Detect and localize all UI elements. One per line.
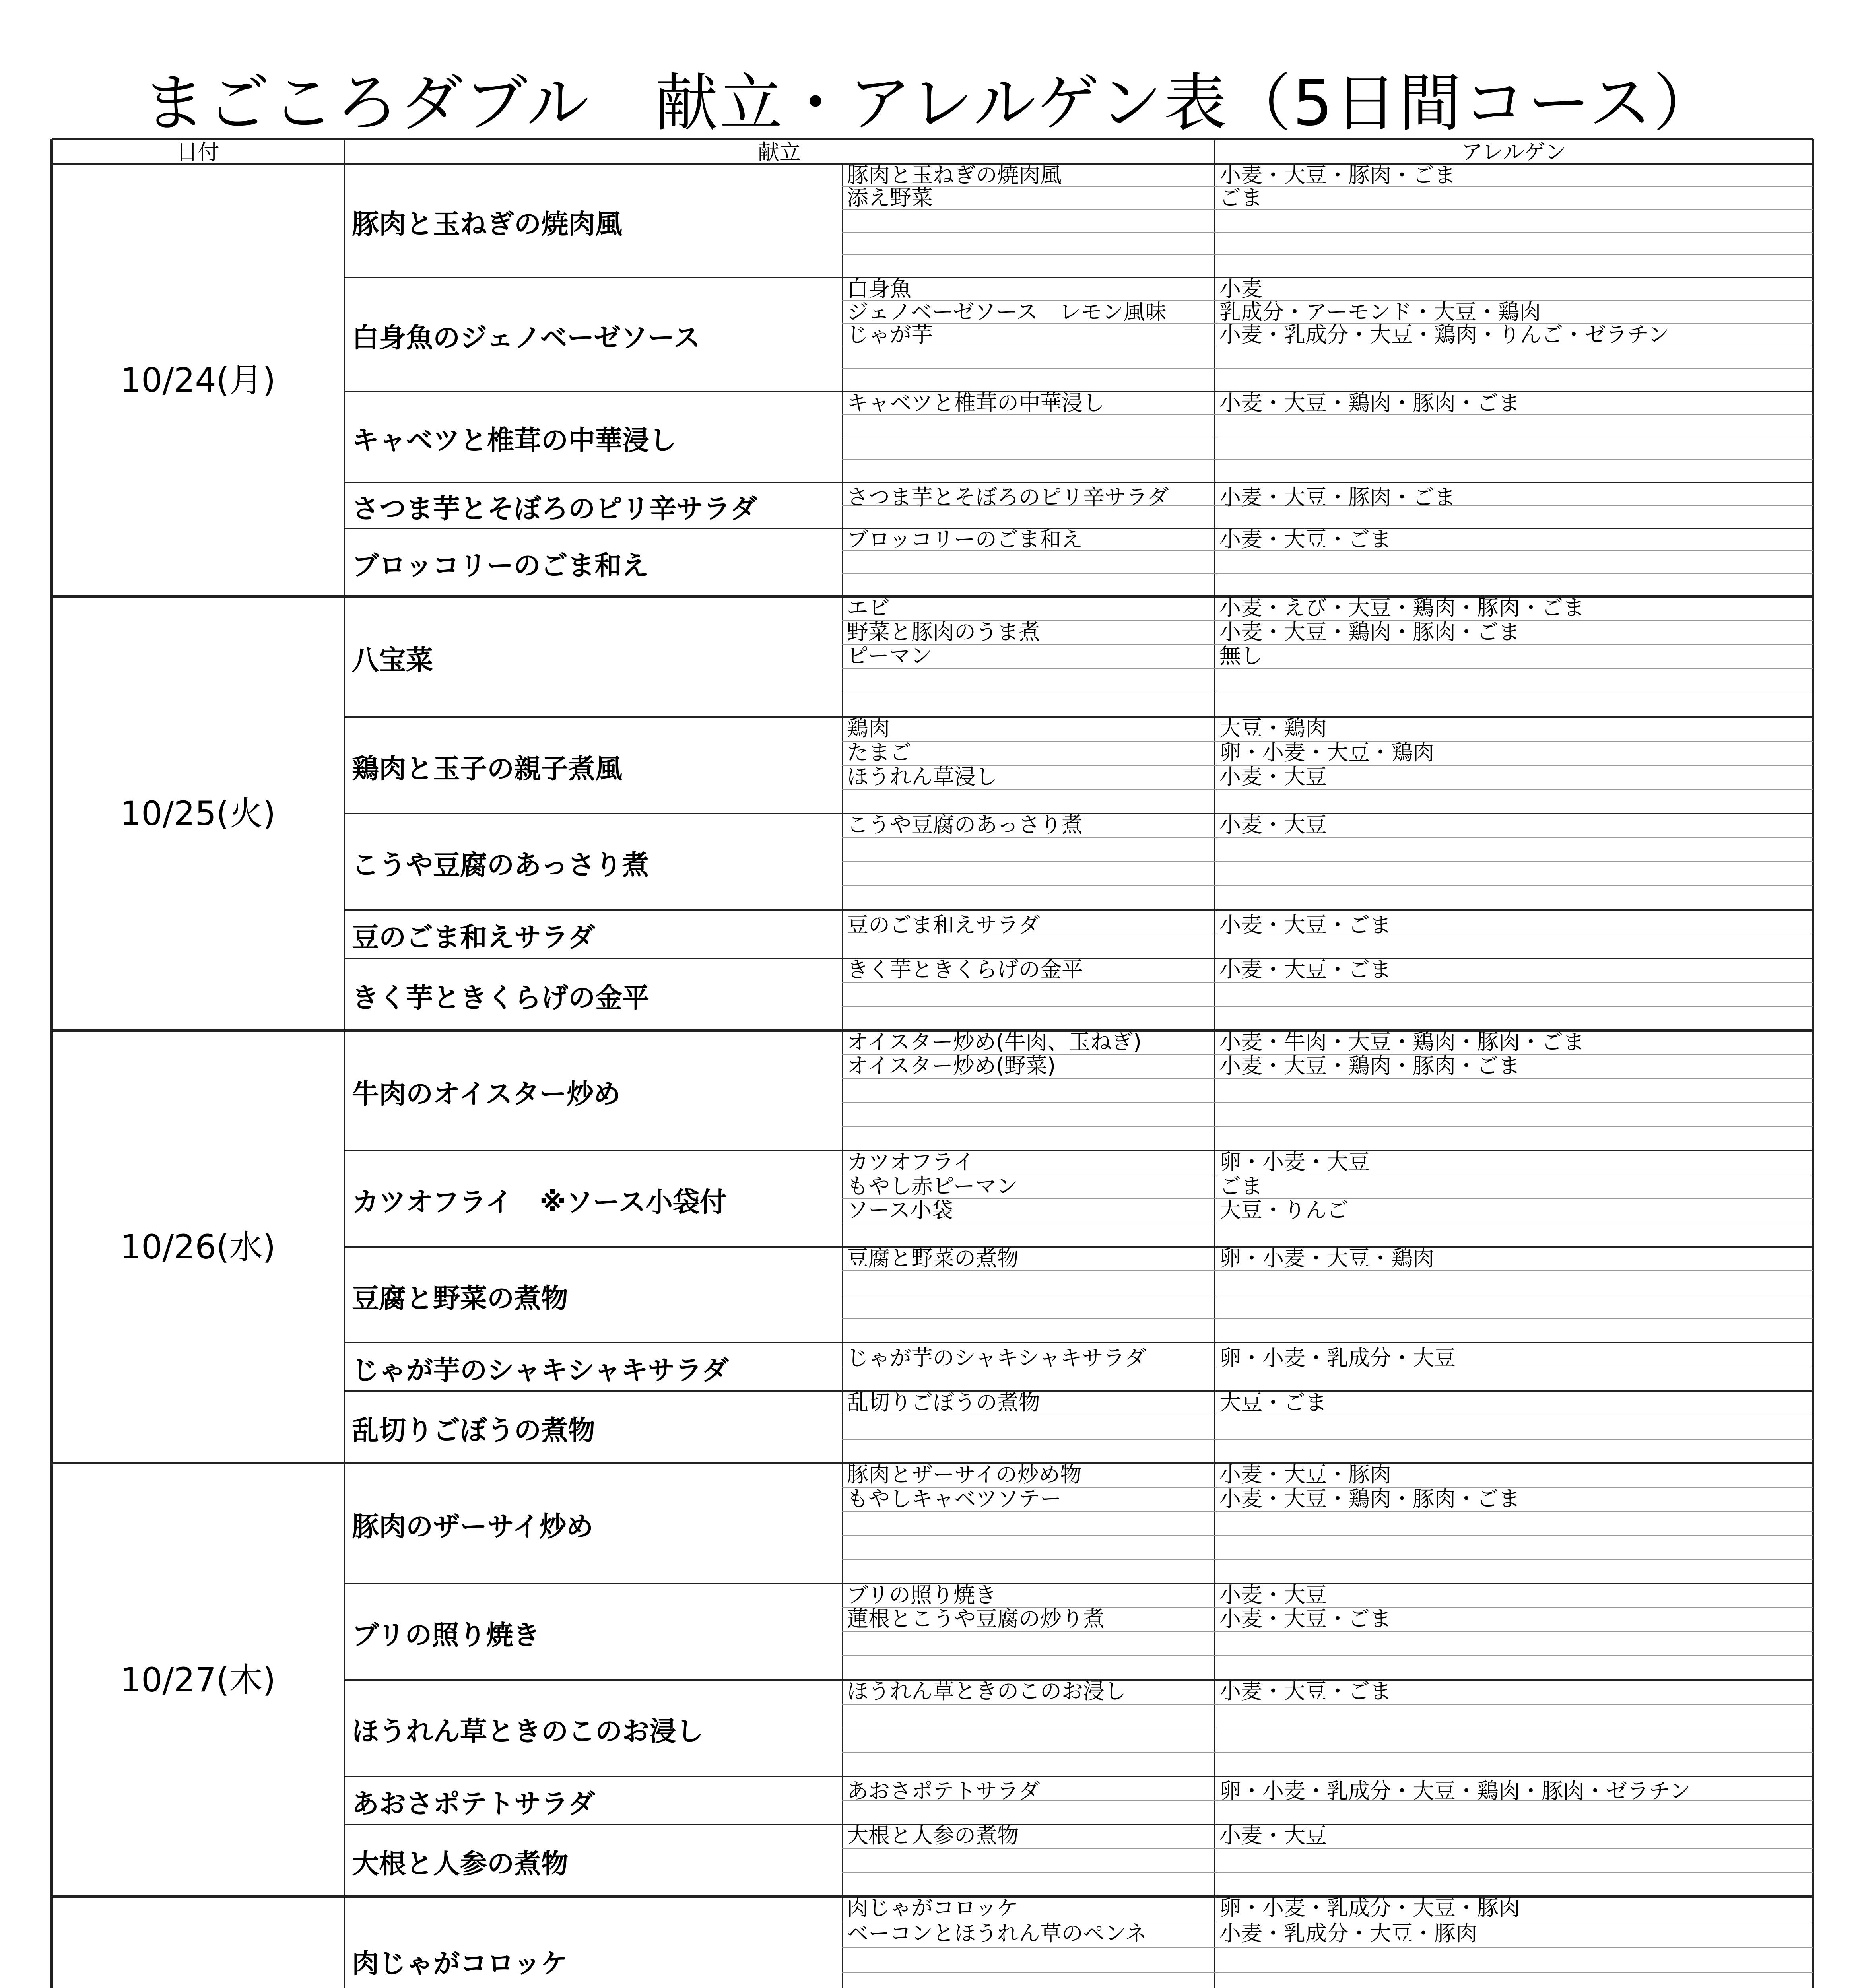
item-allergen: 小麦・大豆・豚肉・ごま: [1219, 485, 1456, 510]
item-allergen: 無し: [1219, 643, 1262, 669]
sub-row-line: [842, 1752, 1813, 1753]
item-label: ブロッコリーのごま和え: [847, 527, 1083, 552]
dish-name: 豆のごま和えサラダ: [352, 922, 595, 954]
item-label: ベーコンとほうれん草のペンネ: [847, 1920, 1147, 1946]
item-allergen: 小麦・大豆・豚肉: [1219, 1462, 1391, 1487]
item-allergen: 小麦・大豆・豚肉・ごま: [1219, 163, 1456, 188]
header-date: 日付: [176, 140, 219, 165]
item-allergen: 卵・小麦・乳成分・大豆・豚肉: [1219, 1895, 1520, 1920]
item-allergen: 小麦・大豆: [1219, 764, 1327, 789]
sub-row-line: [842, 573, 1813, 574]
item-allergen: 小麦・えび・大豆・鶏肉・豚肉・ごま: [1219, 595, 1584, 620]
dish-name: こうや豆腐のあっさり煮: [352, 850, 649, 881]
item-allergen: 卵・小麦・乳成分・大豆: [1219, 1345, 1456, 1371]
item-label: 添え野菜: [847, 185, 933, 211]
dish-name: 牛肉のオイスター炒め: [352, 1079, 621, 1110]
item-label: たまご: [847, 740, 911, 765]
sub-row-line: [842, 1318, 1813, 1319]
item-label: 蓮根とこうや豆腐の炒り煮: [847, 1606, 1105, 1632]
page-title: まごころダブル 献立・アレルゲン表（5日間コース）: [142, 67, 1718, 140]
sub-row-line: [842, 1102, 1813, 1103]
dish-name: さつま芋とそぼろのピリ辛サラダ: [352, 493, 757, 525]
item-label: 豚肉とザーサイの炒め物: [847, 1462, 1082, 1487]
dish-name: 豆腐と野菜の煮物: [352, 1283, 569, 1314]
dish-name: 豚肉と玉ねぎの焼肉風: [352, 209, 623, 241]
item-label: ジェノベーゼソース レモン風味: [847, 299, 1167, 324]
item-label: さつま芋とそぼろのピリ辛サラダ: [847, 485, 1169, 510]
item-label: オイスター炒め(野菜): [847, 1053, 1056, 1079]
item-label: 乱切りごぼうの煮物: [847, 1390, 1040, 1415]
dish-divider: [344, 1246, 1813, 1248]
sub-row-line: [842, 1535, 1813, 1536]
item-allergen: 小麦・大豆・鶏肉・豚肉・ごま: [1219, 390, 1520, 415]
dish-name: ブロッコリーのごま和え: [352, 550, 649, 582]
item-allergen: 小麦・大豆・ごま: [1219, 912, 1391, 938]
header-menu: 献立: [758, 140, 801, 165]
sub-row-line: [842, 1872, 1813, 1873]
menu-subcolumn-divider: [842, 164, 843, 1988]
date-column-divider: [344, 139, 345, 1988]
day-date: 10/27(木): [120, 1660, 276, 1699]
item-label: ソース小袋: [847, 1198, 953, 1223]
dish-name: ほうれん草ときのこのお浸し: [352, 1716, 704, 1748]
item-allergen: 乳成分・アーモンド・大豆・鶏肉: [1219, 299, 1541, 324]
item-label: キャベツと椎茸の中華浸し: [847, 390, 1105, 415]
dish-name: キャベツと椎茸の中華浸し: [352, 425, 677, 457]
dish-name: 肉じゃがコロッケ: [352, 1948, 568, 1980]
sub-row-line: [842, 668, 1813, 669]
sub-row-line: [842, 368, 1813, 369]
sub-row-line: [842, 861, 1813, 862]
item-allergen: ごま: [1219, 185, 1262, 211]
dish-divider: [344, 716, 1813, 718]
item-allergen: 大豆・りんご: [1219, 1198, 1348, 1223]
dish-name: 八宝菜: [352, 645, 433, 676]
item-allergen: 小麦・大豆: [1219, 1582, 1327, 1607]
dish-name: 乱切りごぼうの煮物: [352, 1415, 596, 1447]
item-label: 豚肉と玉ねぎの焼肉風: [847, 163, 1062, 188]
item-allergen: 大豆・鶏肉: [1219, 716, 1327, 741]
sub-row-line: [842, 1559, 1813, 1560]
item-allergen: 小麦・大豆・鶏肉・豚肉・ごま: [1219, 1053, 1520, 1079]
table-right-border: [1812, 139, 1814, 1988]
sub-row-line: [842, 885, 1813, 886]
dish-name: あおさポテトサラダ: [352, 1788, 595, 1820]
dish-divider: [344, 1150, 1813, 1151]
sub-row-line: [842, 1439, 1813, 1440]
sub-row-line: [842, 1947, 1813, 1948]
item-label: こうや豆腐のあっさり煮: [847, 812, 1083, 837]
dish-divider: [344, 277, 1813, 278]
item-allergen: 卵・小麦・大豆・鶏肉: [1219, 1246, 1434, 1271]
item-label: 豆腐と野菜の煮物: [847, 1246, 1019, 1271]
item-label: ほうれん草浸し: [847, 764, 997, 789]
day-date: 10/24(月): [120, 361, 276, 400]
dish-divider: [344, 1583, 1813, 1584]
dish-name: 大根と人参の煮物: [352, 1848, 569, 1880]
sub-row-line: [842, 254, 1813, 255]
item-label: 白身魚: [847, 276, 911, 302]
item-allergen: 小麦・大豆・ごま: [1219, 1606, 1391, 1632]
dish-name: カツオフライ ※ソース小袋付: [352, 1187, 727, 1219]
item-allergen: 小麦: [1219, 276, 1262, 302]
item-label: あおさポテトサラダ: [847, 1778, 1040, 1804]
item-allergen: ごま: [1219, 1173, 1262, 1199]
dish-name: 鶏肉と玉子の親子煮風: [352, 753, 623, 785]
dish-divider: [344, 909, 1813, 911]
item-label: もやしキャベツソテー: [847, 1486, 1062, 1511]
dish-name: 白身魚のジェノベーゼソース: [352, 322, 701, 354]
item-label: もやし赤ピーマン: [847, 1173, 1018, 1199]
item-allergen: 小麦・大豆・鶏肉・豚肉・ごま: [1219, 619, 1520, 645]
sub-row-line: [842, 459, 1813, 460]
dish-divider: [344, 1342, 1813, 1343]
item-label: きく芋ときくらげの金平: [847, 957, 1083, 982]
item-label: 豆のごま和えサラダ: [847, 912, 1040, 938]
item-allergen: 大豆・ごま: [1219, 1390, 1327, 1415]
item-label: 野菜と豚肉のうま煮: [847, 619, 1040, 645]
item-allergen: 小麦・大豆・ごま: [1219, 1679, 1391, 1704]
item-label: 鶏肉: [847, 716, 890, 741]
item-label: 大根と人参の煮物: [847, 1823, 1019, 1848]
item-label: ピーマン: [847, 643, 932, 669]
dish-divider: [344, 482, 1813, 483]
dish-divider: [344, 1824, 1813, 1825]
day-date: 10/26(水): [120, 1227, 276, 1266]
item-label: じゃが芋のシャキシャキサラダ: [847, 1345, 1146, 1371]
sub-row-line: [842, 1006, 1813, 1007]
item-allergen: 小麦・大豆・ごま: [1219, 957, 1391, 982]
header-allergen: アレルゲン: [1461, 140, 1567, 165]
item-allergen: 小麦・大豆: [1219, 812, 1327, 837]
item-label: オイスター炒め(牛肉、玉ねぎ): [847, 1029, 1142, 1054]
day-date: 10/25(火): [120, 794, 276, 833]
item-label: 肉じゃがコロッケ: [847, 1895, 1018, 1920]
item-allergen: 卵・小麦・大豆: [1219, 1149, 1370, 1175]
sub-row-line: [842, 232, 1813, 233]
item-label: カツオフライ: [847, 1149, 975, 1175]
table-left-border: [50, 139, 53, 1988]
dish-name: ブリの照り焼き: [352, 1619, 540, 1651]
item-label: ブリの照り焼き: [847, 1582, 996, 1607]
sub-row-line: [842, 1126, 1813, 1127]
item-allergen: 小麦・乳成分・大豆・豚肉: [1219, 1920, 1477, 1946]
item-allergen: 小麦・大豆・鶏肉・豚肉・ごま: [1219, 1486, 1520, 1511]
item-allergen: 小麦・牛肉・大豆・鶏肉・豚肉・ごま: [1219, 1029, 1584, 1054]
allergen-column-divider: [1214, 139, 1215, 1988]
item-label: ほうれん草ときのこのお浸し: [847, 1679, 1126, 1704]
dish-divider: [344, 1390, 1813, 1392]
dish-divider: [344, 1776, 1813, 1777]
sub-row-line: [842, 1655, 1813, 1656]
item-label: エビ: [847, 595, 890, 620]
item-label: じゃが芋: [847, 322, 933, 347]
item-allergen: 小麦・大豆: [1219, 1823, 1327, 1848]
item-allergen: 卵・小麦・乳成分・大豆・鶏肉・豚肉・ゼラチン: [1219, 1778, 1691, 1804]
dish-name: じゃが芋のシャキシャキサラダ: [352, 1355, 729, 1387]
sub-row-line: [842, 209, 1813, 210]
sub-row-line: [842, 1972, 1813, 1973]
item-allergen: 小麦・大豆・ごま: [1219, 527, 1391, 552]
dish-name: 豚肉のザーサイ炒め: [352, 1511, 594, 1543]
dish-name: きく芋ときくらげの金平: [352, 982, 650, 1014]
item-allergen: 小麦・乳成分・大豆・鶏肉・りんご・ゼラチン: [1219, 322, 1670, 347]
item-allergen: 卵・小麦・大豆・鶏肉: [1219, 740, 1434, 765]
